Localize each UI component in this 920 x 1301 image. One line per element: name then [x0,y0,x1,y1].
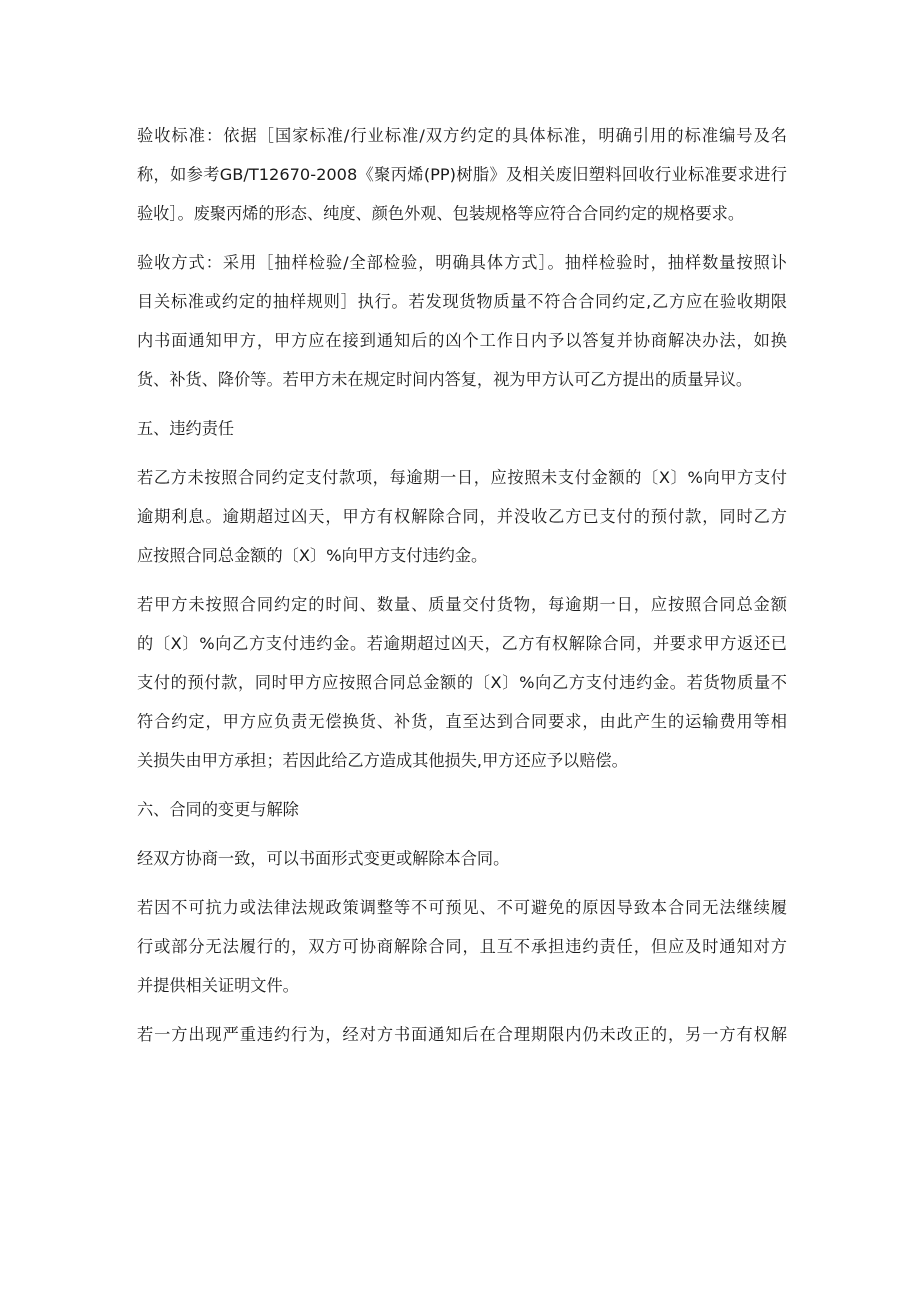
section-heading-breach: 五、违约责任 [137,419,235,438]
paragraph-acceptance-standard [137,116,787,233]
text-line: 货、补货、降价等。若甲方未在规定时间内答复，视为甲方认可乙方提出的质量异议。 [137,370,753,389]
text-line: 内书面通知甲方，甲方应在接到通知后的凶个工作日内予以答复并协商解决办法，如换 [137,331,787,350]
text-line: 若乙方未按照合同约定支付款项，每逾期一日，应按照未支付金额的〔X〕%向甲方支付 [137,468,787,487]
text-line: 若甲方未按照合同约定的时间、数量、质量交付货物，每逾期一日，应按照合同总金额 [137,595,787,614]
text-line: 验收］。废聚丙烯的形态、纯度、颜色外观、包装规格等应符合合同约定的规格要求。 [137,204,745,223]
text-line: 符合约定，甲方应负责无偿换货、补货，直至达到合同要求，由此产生的运输费用等相 [137,712,787,731]
text-line: 验收标准：依据［国家标准/行业标准/双方约定的具体标准，明确引用的标准编号及名 [137,126,787,145]
text-line: 逾期利息。逾期超过凶天，甲方有权解除合同，并没收乙方已支付的预付款，同时乙方 [137,507,787,526]
text-line: 应按照合同总金额的〔X〕%向甲方支付违约金。 [137,546,488,565]
paragraph-breach-seller [137,585,787,780]
text-line: 并提供相关证明文件。 [137,976,299,995]
text-line: 的〔X〕%向乙方支付违约金。若逾期超过凶天，乙方有权解除合同，并要求甲方返还已 [137,634,787,653]
text-line: 支付的预付款，同时甲方应按照合同总金额的〔X〕%向乙方支付违约金。若货物质量不 [137,673,787,692]
text-line: 若一方出现严重违约行为，经对方书面通知后在合理期限内仍未改正的，另一方有权解 [137,1025,787,1044]
text-line: 若因不可抗力或法律法规政策调整等不可预见、不可避免的原因导致本合同无法继续履 [137,898,787,917]
text-line: 称，如参考GB/T12670-2008《聚丙烯(PP)树脂》及相关废旧塑料回收行业标准要求进行 [137,165,787,184]
document-body [137,116,787,1064]
paragraph-change-mutual [137,839,787,878]
text-line: 验收方式：采用［抽样检验/全部检验，明确具体方式］。抽样检验时，抽样数量按照讣 [137,253,787,272]
paragraph-force-majeure [137,888,787,1005]
text-line: 目关标准或约定的抽样规则］执行。若发现货物质量不符合合同约定,乙方应在验收期限 [137,292,787,311]
text-line: 行或部分无法履行的，双方可协商解除合同，且互不承担违约责任，但应及时通知对方 [137,937,787,956]
paragraph-breach-buyer [137,458,787,575]
paragraph-serious-breach [137,1015,787,1054]
section-heading-change-termination: 六、合同的变更与解除 [137,800,299,819]
paragraph-acceptance-method [137,243,787,399]
text-line: 关损失由甲方承担；若因此给乙方造成其他损失,甲方还应予以赔偿。 [137,751,628,770]
text-line: 经双方协商一致，可以书面形式变更或解除本合同。 [137,849,510,868]
